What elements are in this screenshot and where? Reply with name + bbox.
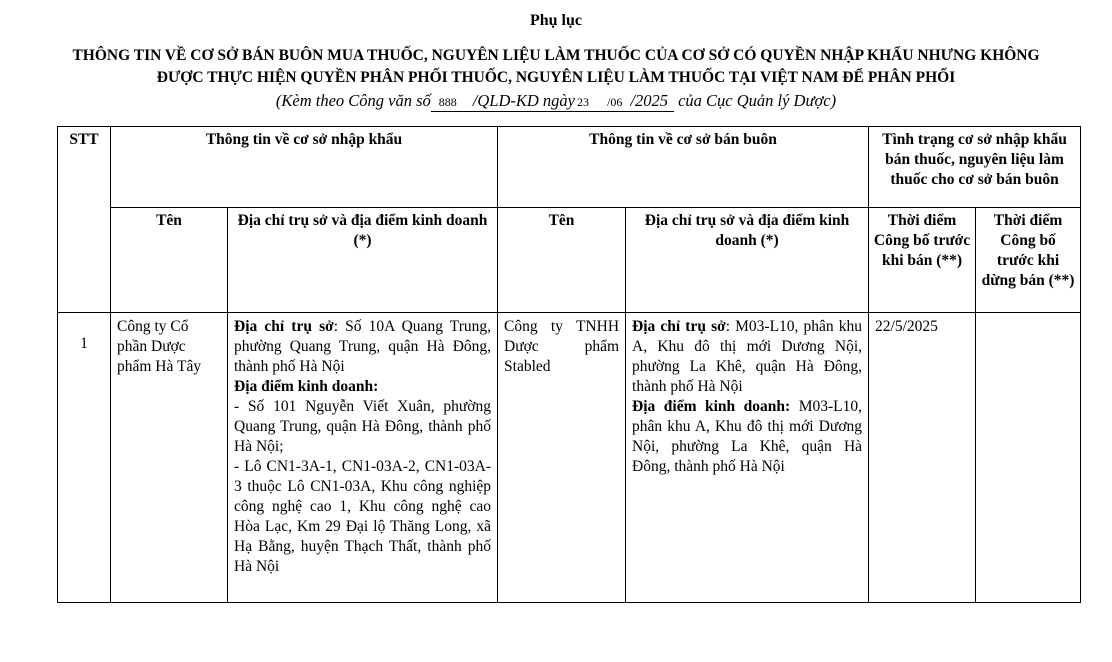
header-wholesaler-address: Địa chỉ trụ sở và địa điểm kinh doanh (*) — [626, 208, 869, 313]
biz-address-item: - Lô CN1-3A-1, CN1-03A-2, CN1-03A-3 thuộc Lô CN1-03A, Khu công nghiệp công nghệ cao 1, Khu công nghệ cao Hòa Lạc, Km 29 Đại lộ Thăng Long, xã Hạ Bằng, huyện Thạch Thất, thành phố Hà Nội — [234, 458, 492, 575]
cell-wholesaler-name: Công ty TNHH Dược phẩm Stabled — [498, 313, 626, 603]
table-row — [58, 313, 1081, 603]
subtitle-filled-blank — [431, 91, 674, 112]
header-status-group: Tình trạng cơ sở nhập khẩu bán thuốc, nguyên liệu làm thuốc cho cơ sở bán buôn — [869, 127, 1081, 208]
header-wholesaler-name: Tên — [498, 208, 626, 313]
sub-header-row — [58, 208, 1081, 313]
importer-hq-address — [234, 317, 491, 377]
cell-publish-before-sale: 22/5/2025 — [869, 313, 976, 603]
biz-address-label: Địa điểm kinh doanh: — [632, 398, 791, 415]
cell-wholesaler-address — [626, 313, 869, 603]
document-number: 888 — [438, 95, 457, 109]
cell-stt: 1 — [58, 313, 111, 603]
importer-biz-address-heading — [234, 377, 491, 397]
hq-address-label: Địa chỉ trụ sở — [234, 318, 334, 335]
header-publish-before-stop: Thời điểm Công bố trước khi dừng bán (**) — [976, 208, 1081, 313]
biz-address-label: Địa điểm kinh doanh: — [234, 378, 379, 395]
subtitle-suffix: của Cục Quản lý Dược) — [678, 91, 837, 110]
cell-importer-name: Công ty Cổ phần Dược phẩm Hà Tây — [111, 313, 228, 603]
header-wholesaler-group: Thông tin về cơ sở bán buôn — [498, 127, 869, 208]
subtitle-prefix: (Kèm theo Công văn số — [275, 91, 431, 110]
header-importer-name: Tên — [111, 208, 228, 313]
document-title: THÔNG TIN VỀ CƠ SỞ BÁN BUÔN MUA THUỐC, NGUYÊN LIỆU LÀM THUỐC CỦA CƠ SỞ CÓ QUYỀN NHẬP KHẨU NHƯNG KHÔNG ĐƯỢC THỰC HIỆN QUYỀN PHÂN PHỐI THUỐC, NGUYÊN LIỆU LÀM THUỐC TẠI VIỆT NAM ĐỂ PHÂN PHỐI — [72, 47, 1040, 86]
wholesaler-biz-address — [632, 397, 862, 477]
document-subtitle — [0, 90, 1112, 113]
biz-address-item: - Số 101 Nguyễn Viết Xuân, phường Quang Trung, quận Hà Đông, thành phố Hà Nội; — [234, 398, 492, 455]
header-importer-group: Thông tin về cơ sở nhập khẩu — [111, 127, 498, 208]
header-importer-address: Địa chỉ trụ sở và địa điểm kinh doanh (*) — [228, 208, 498, 313]
document-day: 23 — [577, 95, 590, 109]
document-year: /2025 — [630, 91, 668, 110]
cell-importer-address — [228, 313, 498, 603]
appendix-label: Phụ lục — [529, 12, 582, 29]
document-month: /06 — [607, 95, 623, 109]
cell-publish-before-stop — [976, 313, 1081, 603]
hq-address-text: : Số 10A Quang Trung, phường Quang Trung, quận Hà Đông, thành phố Hà Nội — [234, 318, 492, 375]
biz-address-text: M03-L10, phân khu A, Khu đô thị mới Dương Nội, phường La Khê, quận Hà Đông, thành phố Hà Nội — [632, 398, 863, 475]
group-header-row — [58, 127, 1081, 208]
hq-address-text: : M03-L10, phân khu A, Khu đô thị mới Dương Nội, phường La Khê, quận Hà Đông, thành phố Hà Nội — [632, 318, 863, 395]
subtitle-mid: /QLD-KD ngày — [472, 91, 576, 110]
wholesaler-hq-address — [632, 317, 862, 397]
info-table — [57, 126, 1081, 603]
header-stt: STT — [58, 127, 111, 313]
hq-address-label: Địa chỉ trụ sở — [632, 318, 726, 335]
header-publish-before-sale: Thời điểm Công bố trước khi bán (**) — [869, 208, 976, 313]
